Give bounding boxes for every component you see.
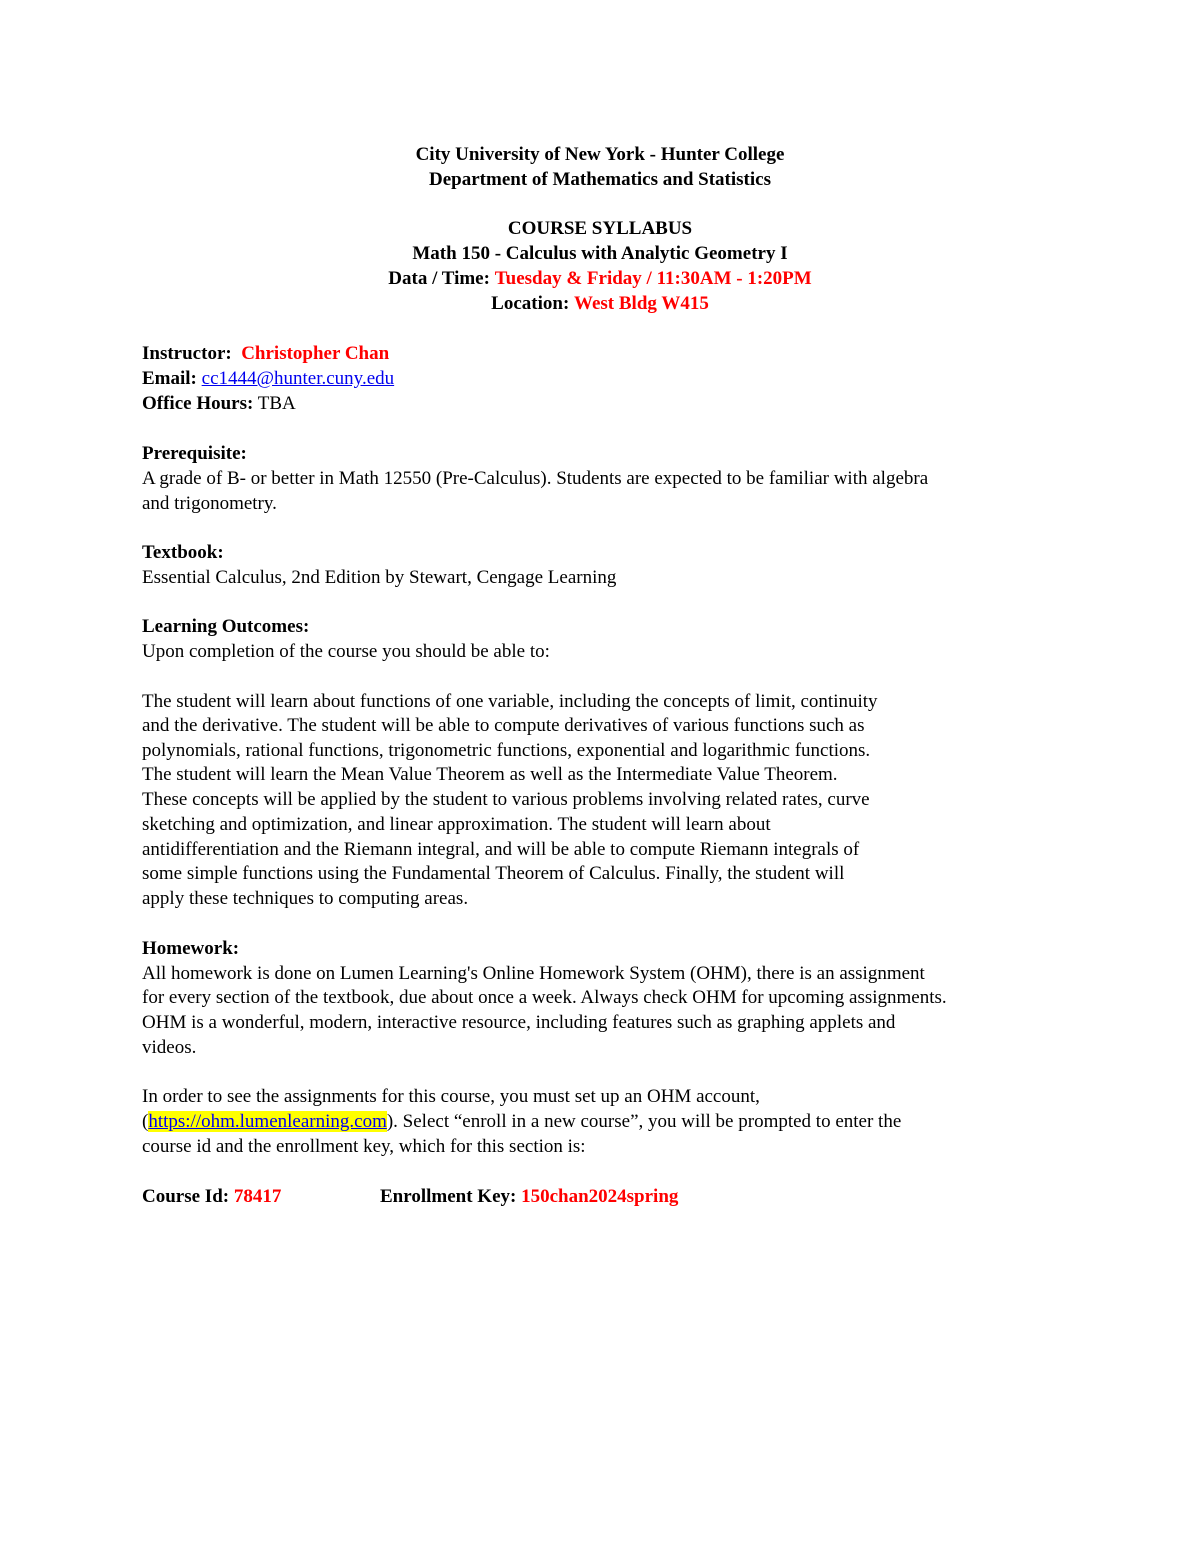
office-hours-label: Office Hours: bbox=[142, 393, 254, 414]
university-title bbox=[0, 142, 1200, 167]
email-link[interactable]: cc1444@hunter.cuny.edu bbox=[201, 368, 395, 389]
datetime-label: Data / Time: bbox=[388, 268, 490, 289]
prerequisite-line: A grade of B- or better in Math 12550 (Pre-Calculus). Students are expected to be familiar with algebra bbox=[142, 468, 929, 489]
course-title bbox=[0, 241, 1200, 266]
instructor-label: Instructor: bbox=[142, 343, 232, 364]
homework-line: for every section of the textbook, due about once a week. Always check OHM for upcoming assignments. bbox=[142, 987, 947, 1008]
university-text: City University of New York - Hunter College bbox=[415, 144, 785, 165]
outcome-line: These concepts will be applied by the student to various problems involving related rates, curve bbox=[142, 789, 870, 810]
office-hours-value: TBA bbox=[257, 393, 296, 414]
location-value: West Bldg W415 bbox=[574, 293, 709, 314]
office-hours-row bbox=[142, 391, 296, 416]
ohm-setup-line: In order to see the assignments for this course, you must set up an OHM account, bbox=[142, 1086, 760, 1107]
prerequisite-heading bbox=[142, 441, 247, 466]
instructor-name: Christopher Chan bbox=[241, 343, 390, 364]
textbook-heading-text: Textbook: bbox=[142, 542, 224, 563]
outcome-line: The student will learn about functions of one variable, including the concepts of limit, continuity bbox=[142, 691, 878, 712]
learning-outcomes-heading-text: Learning Outcomes: bbox=[142, 616, 310, 637]
instructor-row bbox=[142, 341, 389, 366]
outcome-line: apply these techniques to computing areas. bbox=[142, 888, 469, 909]
outcome-line: sketching and optimization, and linear approximation. The student will learn about bbox=[142, 814, 771, 835]
enrollment-key-label: Enrollment Key: bbox=[380, 1186, 517, 1207]
homework-line: All homework is done on Lumen Learning's Online Homework System (OHM), there is an assignment bbox=[142, 963, 925, 984]
location-label: Location: bbox=[491, 293, 570, 314]
ohm-url-line bbox=[142, 1109, 901, 1134]
course-id-value: 78417 bbox=[233, 1186, 282, 1207]
textbook-text: Essential Calculus, 2nd Edition by Stewart, Cengage Learning bbox=[142, 567, 617, 588]
document-type bbox=[0, 216, 1200, 241]
ohm-link[interactable]: https://ohm.lumenlearning.com bbox=[148, 1111, 387, 1132]
outcome-line: The student will learn the Mean Value Theorem as well as the Intermediate Value Theorem. bbox=[142, 764, 838, 785]
course-datetime bbox=[0, 266, 1200, 291]
document-type-text: COURSE SYLLABUS bbox=[507, 218, 693, 239]
datetime-value: Tuesday & Friday / 11:30AM - 1:20PM bbox=[494, 268, 812, 289]
outcome-line: and the derivative. The student will be able to compute derivatives of various functions such as bbox=[142, 715, 865, 736]
prerequisite-line: and trigonometry. bbox=[142, 493, 277, 514]
course-title-text: Math 150 - Calculus with Analytic Geometry I bbox=[412, 243, 788, 264]
outcome-line: polynomials, rational functions, trigonometric functions, exponential and logarithmic functions. bbox=[142, 740, 871, 761]
homework-line: videos. bbox=[142, 1037, 197, 1058]
paren-open: ( bbox=[142, 1111, 149, 1132]
email-label: Email: bbox=[142, 368, 197, 389]
department-text: Department of Mathematics and Statistics bbox=[429, 169, 771, 190]
email-row bbox=[142, 366, 394, 391]
learning-outcomes-intro: Upon completion of the course you should be able to: bbox=[142, 641, 550, 662]
ohm-url-line-rest: ). Select “enroll in a new course”, you will be prompted to enter the bbox=[386, 1111, 902, 1132]
course-id-row bbox=[142, 1184, 281, 1209]
enrollment-key-value: 150chan2024spring bbox=[521, 1186, 679, 1207]
outcome-line: antidifferentiation and the Riemann integral, and will be able to compute Riemann integrals of bbox=[142, 839, 860, 860]
homework-heading-text: Homework: bbox=[142, 938, 240, 959]
textbook-heading bbox=[142, 540, 224, 565]
learning-outcomes-heading bbox=[142, 614, 309, 639]
enrollment-key-row bbox=[380, 1184, 678, 1209]
prerequisite-heading-text: Prerequisite: bbox=[142, 443, 247, 464]
department-title bbox=[0, 167, 1200, 192]
homework-heading bbox=[142, 936, 239, 961]
course-location bbox=[0, 291, 1200, 316]
ohm-setup-line: course id and the enrollment key, which for this section is: bbox=[142, 1136, 586, 1157]
course-id-label: Course Id: bbox=[142, 1186, 230, 1207]
homework-line: OHM is a wonderful, modern, interactive resource, including features such as graphing applets and bbox=[142, 1012, 896, 1033]
outcome-line: some simple functions using the Fundamental Theorem of Calculus. Finally, the student will bbox=[142, 863, 845, 884]
